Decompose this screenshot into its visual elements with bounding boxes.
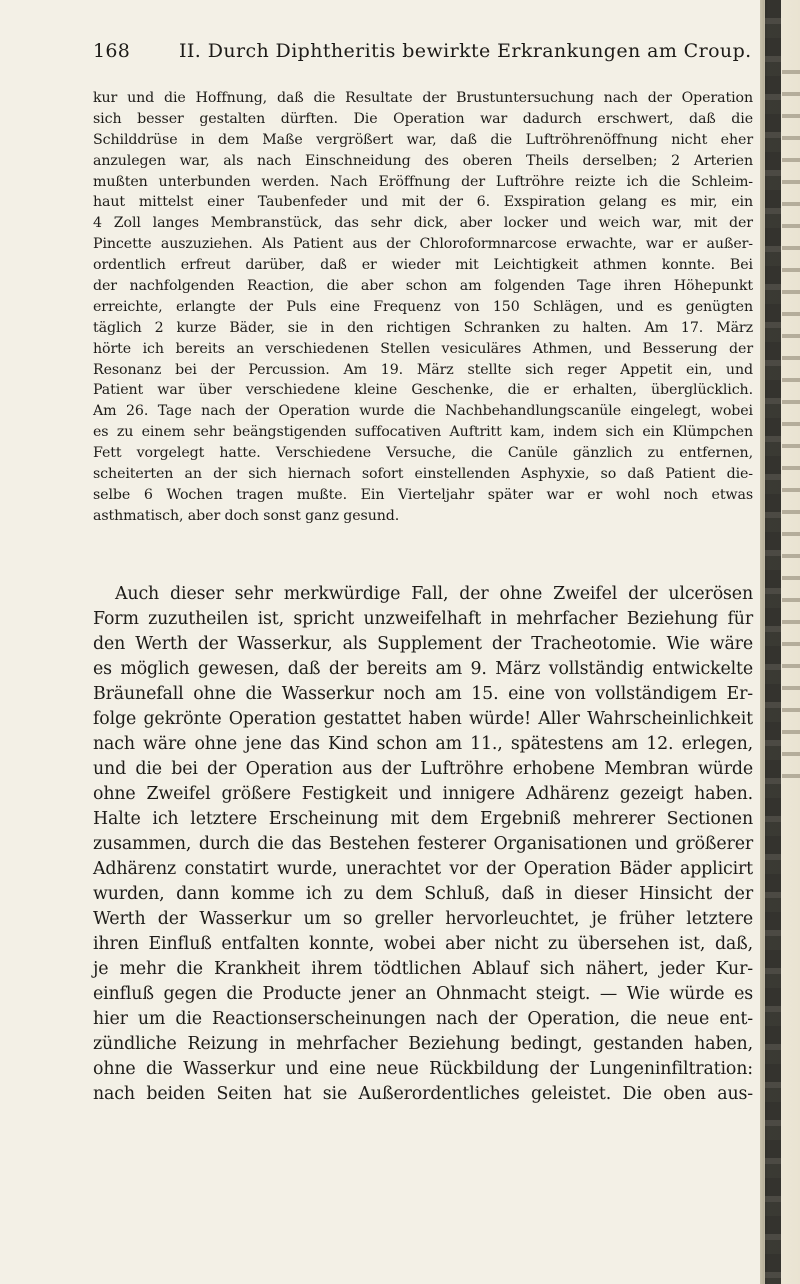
text-line: täglich 2 kurze Bäder, sie in den richtigen Schranken zu halten. Am 17. März [93,319,753,336]
text-line: scheiterten an der sich hiernach sofort einstellenden Asphyxie, so daß Patient die- [93,466,753,483]
case-report-paragraph [93,88,753,527]
text-line: ordentlich erfreut darüber, daß er wieder mit Leichtigkeit athmen konnte. Bei [93,257,753,274]
text-line: Auch dieser sehr merkwürdige Fall, der ohne Zweifel der ulcerösen [115,584,753,604]
text-line: ihren Einfluß entfalten konnte, wobei aber nicht zu übersehen ist, daß, [93,934,753,954]
text-line: es möglich gewesen, daß der bereits am 9. März vollständig entwickelte [93,659,753,679]
text-line: Fett vorgelegt hatte. Verschiedene Versuche, die Canüle gänzlich zu entfernen, [93,445,753,462]
text-line: wurden, dann komme ich zu dem Schluß, daß in dieser Hinsicht der [93,884,753,904]
text-line: nach wäre ohne jene das Kind schon am 11., spätestens am 12. erlegen, [93,734,753,754]
text-line: es zu einem sehr beängstigenden suffocativen Auftritt kam, indem sich ein Klümpchen [93,424,753,441]
text-line: und die bei der Operation aus der Luftröhre erhobene Membran würde [93,759,753,779]
binding-shadow [765,0,781,1284]
discussion-paragraph [93,582,753,1107]
text-line: Schilddrüse in dem Maße vergrößert war, daß die Luftröhrenöffnung nicht eher [93,131,753,148]
text-line: je mehr die Krankheit ihrem tödtlichen Ablauf sich nähert, jeder Kur- [93,959,753,979]
text-line: Bräunefall ohne die Wasserkur noch am 15. eine von vollständigem Er- [93,684,753,704]
page-header [93,40,752,68]
text-line: folge gekrönte Operation gestattet haben würde! Aller Wahrscheinlichkeit [93,709,753,729]
text-line: kur und die Hoffnung, daß die Resultate der Brustuntersuchung nach der Operation [93,90,753,106]
text-line: 4 Zoll langes Membranstück, das sehr dick, aber locker und weich war, mit der [93,215,753,232]
text-line: zusammen, durch die das Bestehen festerer Organisationen und größerer [93,834,753,854]
text-line: Resonanz bei der Percussion. Am 19. März stellte sich reger Appetit ein, und [93,361,753,378]
text-line: haut mittelst einer Taubenfeder und mit der 6. Exspiration gelang es mir, ein [93,194,753,211]
text-line: Patient war über verschiedene kleine Geschenke, die er erhalten, überglücklich. [93,382,753,399]
text-line: hier um die Reactionserscheinungen nach der Operation, die neue ent- [93,1009,753,1029]
text-line: einfluß gegen die Producte jener an Ohnmacht steigt. — Wie würde es [93,984,753,1004]
text-line: Form zuzutheilen ist, spricht unzweifelhaft in mehrfacher Beziehung für [93,609,753,629]
text-line: ohne die Wasserkur und eine neue Rückbildung der Lungeninfiltration: [93,1059,753,1079]
text-line: Pincette auszuziehen. Als Patient aus der Chloroformnarcose erwachte, war er außer- [93,236,753,253]
text-line: Halte ich letztere Erscheinung mit dem Ergebniß mehrerer Sectionen [93,809,753,829]
text-line: asthmatisch, aber doch sonst ganz gesund. [93,507,400,524]
text-line: der nachfolgenden Reaction, die aber schon am folgenden Tage ihren Höhepunkt [93,278,753,295]
text-line: mußten unterbunden werden. Nach Eröffnung der Luftröhre reizte ich die Schleim- [93,173,753,190]
text-line: sich besser gestalten dürften. Die Operation war dadurch erschwert, daß die [93,110,753,127]
text-line: ohne Zweifel größere Festigkeit und innigere Adhärenz gezeigt haben. [93,784,753,804]
facing-page-edge [782,70,800,790]
running-head: II. Durch Diphtheritis bewirkte Erkrankungen am Croup. [179,40,752,62]
text-line: nach beiden Seiten hat sie Außerordentliches geleistet. Die oben aus- [93,1084,753,1104]
text-line: zündliche Reizung in mehrfacher Beziehung bedingt, gestanden haben, [93,1034,753,1054]
page-number: 168 [93,40,131,62]
text-line: den Werth der Wasserkur, als Supplement der Tracheotomie. Wie wäre [93,634,753,654]
text-line: Am 26. Tage nach der Operation wurde die Nachbehandlungscanüle eingelegt, wobei [93,403,753,420]
text-line: erreichte, erlangte der Puls eine Frequenz von 150 Schlägen, und es genügten [93,298,753,315]
text-line: hörte ich bereits an verschiedenen Stellen vesiculäres Athmen, und Besserung der [93,340,753,357]
text-line: Adhärenz constatirt wurde, unerachtet vor der Operation Bäder applicirt [93,859,753,879]
text-line: selbe 6 Wochen tragen mußte. Ein Vierteljahr später war er wohl noch etwas [93,486,753,503]
text-line: anzulegen war, als nach Einschneidung des oberen Theils derselben; 2 Arterien [93,152,753,169]
text-line: Werth der Wasserkur um so greller hervorleuchtet, je früher letztere [93,909,753,929]
